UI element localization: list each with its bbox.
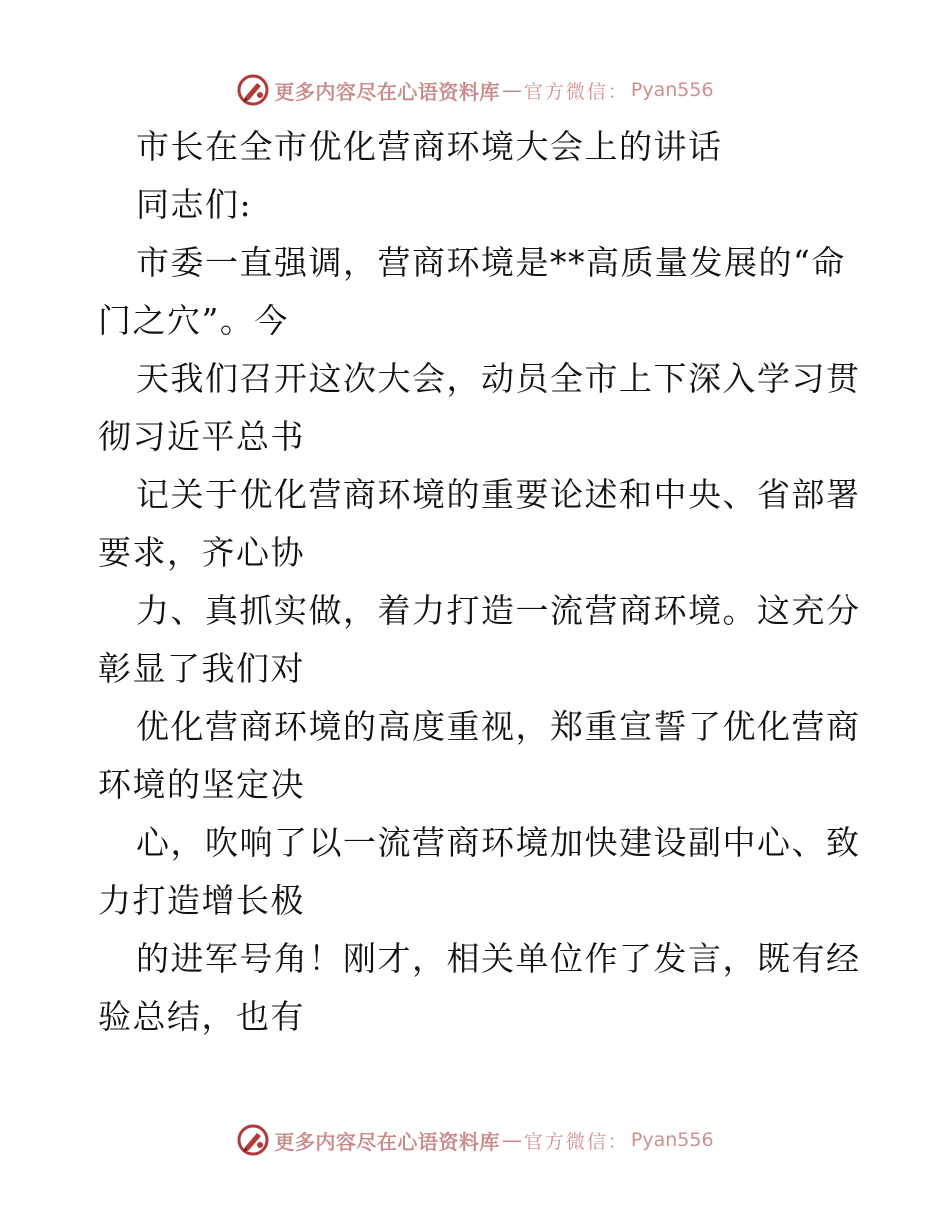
text-line: 心，吹响了以一流营商环境加快建设副中心、致 bbox=[136, 823, 861, 862]
banner-wechat-id: Pyan556 bbox=[630, 1129, 714, 1151]
text-line: 优化营商环境的高度重视，郑重宣誓了优化营商 bbox=[136, 707, 861, 746]
banner-wechat-id: Pyan556 bbox=[630, 79, 714, 101]
text-line: 彰显了我们对 bbox=[98, 649, 305, 688]
salutation: 同志们: bbox=[136, 185, 253, 224]
text-line: 记关于优化营商环境的重要论述和中央、省部署 bbox=[136, 475, 861, 514]
text-line: 力、真抓实做，着力打造一流营商环境。这充分 bbox=[136, 591, 861, 630]
banner-official-label: 官方微信： bbox=[523, 1130, 629, 1153]
banner-brand: 更多内容尽在心语资料库 bbox=[274, 1129, 500, 1154]
footer-banner bbox=[0, 1120, 950, 1160]
banner-separator: — bbox=[501, 78, 522, 102]
pen-circle-logo-icon bbox=[236, 1123, 270, 1157]
text-line: 门之穴”。今 bbox=[98, 301, 289, 340]
header-banner bbox=[0, 70, 950, 110]
banner-official-label: 官方微信： bbox=[523, 80, 629, 103]
text-line: 环境的坚定决 bbox=[98, 765, 305, 804]
text-line: 天我们召开这次大会，动员全市上下深入学习贯 bbox=[136, 359, 861, 398]
text-line: 要求，齐心协 bbox=[98, 533, 305, 572]
banner-separator: — bbox=[501, 1128, 522, 1152]
document-title: 市长在全市优化营商环境大会上的讲话 bbox=[136, 127, 723, 166]
text-line: 验总结，也有 bbox=[98, 997, 305, 1036]
text-line: 市委一直强调，营商环境是**高质量发展的“命 bbox=[136, 243, 846, 282]
text-line: 力打造增长极 bbox=[98, 881, 305, 920]
banner-brand: 更多内容尽在心语资料库 bbox=[274, 79, 500, 104]
pen-circle-logo-icon bbox=[236, 73, 270, 107]
text-line: 彻习近平总书 bbox=[98, 417, 305, 456]
text-line: 的进军号角！刚才，相关单位作了发言，既有经 bbox=[136, 939, 861, 978]
document-body bbox=[98, 118, 861, 1046]
